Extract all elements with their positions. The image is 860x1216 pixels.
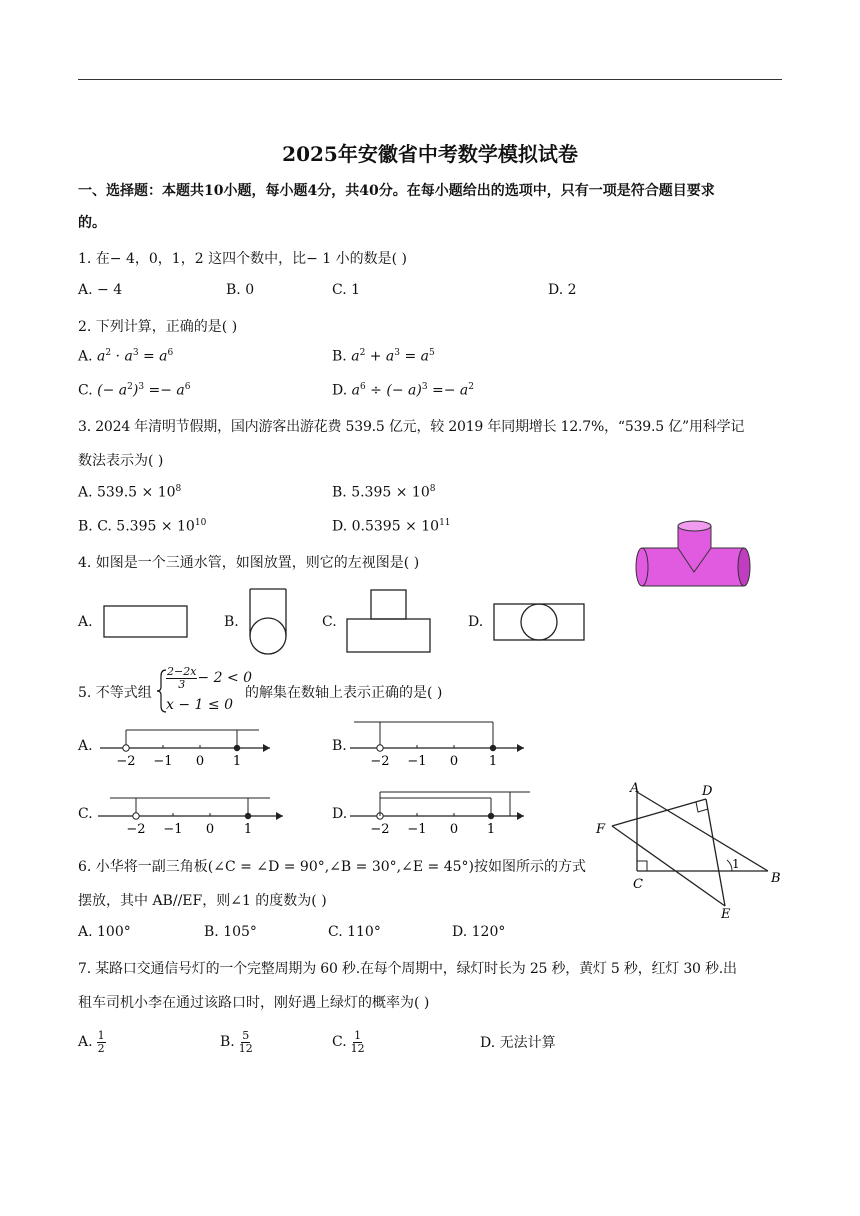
q3-stem-line2: 数法表示为( ) [78, 453, 164, 469]
q5-option-a[interactable]: A. [78, 738, 93, 754]
label-A: A [630, 781, 640, 796]
axis-arrow [517, 744, 524, 752]
q5-number-line-a [98, 718, 278, 774]
q7-stem-line2: 租车司机小李在通过该路口时，刚好遇上绿灯的概率为( ) [78, 995, 430, 1011]
closed-endpoint [245, 813, 251, 819]
q5-option-d[interactable]: D. [332, 806, 348, 822]
q1-stem: 1. 在− 4，0，1，2 这四个数中，比− 1 小的数是( ) [78, 251, 407, 267]
tick-label: −1 [163, 822, 183, 837]
q5-option-c[interactable]: C. [78, 806, 93, 822]
q3-option-c[interactable]: B. C. $5.395 \times 10^{10}$ [78, 518, 207, 535]
axis-arrow [517, 812, 524, 820]
tick-label: 0 [449, 822, 459, 837]
tick-label: 1 [488, 754, 498, 769]
tick-label: −1 [407, 822, 427, 837]
q4-option-a[interactable]: A. [78, 614, 93, 630]
q5-inequality-2: x − 1 ≤ 0 [166, 697, 233, 713]
q5-inequality-1: $\frac{2-2x}{3}$ − 2 < 0 [167, 665, 253, 691]
q7-option-c[interactable]: C. $\frac{1}{12}$ [332, 1029, 365, 1055]
q7-option-a[interactable]: A. $\frac{1}{2}$ [78, 1029, 105, 1055]
tick-label: −2 [370, 822, 390, 837]
tick-label: 0 [195, 754, 205, 769]
tee-pipe-figure [632, 516, 756, 592]
q3-option-d[interactable]: D. $0.5395 \times 10^{11}$ [332, 518, 451, 535]
tick-label: −1 [407, 754, 427, 769]
section-heading-cont: 的。 [78, 215, 106, 231]
q4-shape-c [344, 587, 434, 655]
q6-stem-line1: 6. 小华将一副三角板(∠C = ∠D = 90°,∠B = 30°,∠E = 45°)按如图所示的方式 [78, 859, 586, 875]
closed-endpoint [234, 745, 240, 751]
closed-endpoint [490, 745, 496, 751]
tick-label: 0 [449, 754, 459, 769]
q7-option-b[interactable]: B. $\frac{5}{12}$ [220, 1029, 253, 1055]
q6-option-a[interactable]: A. 100° [78, 924, 131, 940]
q6-option-c[interactable]: C. 110° [328, 924, 381, 940]
tick-label: 1 [243, 822, 253, 837]
q7-option-d[interactable]: D. 无法计算 [480, 1035, 556, 1051]
q1-option-a[interactable]: A. − 4 [78, 282, 123, 298]
axis-arrow [276, 812, 283, 820]
tick-label: 0 [205, 822, 215, 837]
q6-option-b[interactable]: B. 105° [204, 924, 257, 940]
q6-option-d[interactable]: D. 120° [452, 924, 506, 940]
q2-option-a[interactable]: A. $a^2 \cdot a^3 = a^6$ [78, 348, 174, 365]
q3-option-a[interactable]: A. $539.5 \times 10^8$ [78, 484, 182, 501]
q5-stem-suffix: 的解集在数轴上表示正确的是( ) [245, 685, 443, 701]
q7-stem-line1: 7. 某路口交通信号灯的一个完整周期为 60 秒.在每个周期中，绿灯时长为 25 秒，黄灯 5 秒，红灯 30 秒.出 [78, 961, 737, 977]
q5-number-line-d [350, 786, 530, 842]
label-D: D [702, 784, 713, 799]
q1-option-c[interactable]: C. 1 [332, 282, 361, 298]
q4-option-b[interactable]: B. [224, 614, 239, 630]
q4-stem: 4. 如图是一个三通水管，如图放置，则它的左视图是( ) [78, 555, 420, 571]
q3-stem-line1: 3. 2024 年清明节假期，国内游客出游花费 539.5 亿元，较 2019 年同期增长 12.7%，“539.5 亿”用科学记 [78, 419, 745, 435]
open-endpoint [133, 813, 139, 819]
closed-endpoint [488, 813, 494, 819]
section-heading: 一、选择题：本题共10小题，每小题4分，共40分。在每小题给出的选项中，只有一项是符合题目要求 [78, 183, 715, 199]
q4-shape-d [491, 601, 587, 643]
q1-option-b[interactable]: B. 0 [226, 282, 255, 298]
q2-option-d[interactable]: D. $a^6$ ÷ (− $a)^3 =- a^2$ [332, 382, 475, 399]
page-title: 2025年安徽省中考数学模拟试卷 [282, 142, 578, 166]
tick-label: −2 [126, 822, 146, 837]
q5-number-line-c [98, 786, 288, 842]
open-endpoint [123, 745, 129, 751]
q5-option-b[interactable]: B. [332, 738, 347, 754]
tick-label: −2 [116, 754, 136, 769]
label-F: F [596, 822, 606, 837]
open-endpoint [377, 745, 383, 751]
tick-label: −1 [153, 754, 173, 769]
header-rule [78, 79, 782, 80]
q6-stem-line2: 摆放，其中 AB//EF，则∠1 的度数为( ) [78, 893, 327, 909]
axis-arrow [263, 744, 270, 752]
q5-stem-prefix: 5. 不等式组 [78, 685, 152, 701]
tick-label: 1 [232, 754, 242, 769]
triangle-figure [590, 778, 790, 920]
q4-shape-a [102, 604, 190, 640]
q5-number-line-b [350, 718, 530, 774]
q1-option-d[interactable]: D. 2 [548, 282, 577, 298]
q2-stem: 2. 下列计算，正确的是( ) [78, 319, 238, 335]
q4-option-d[interactable]: D. [468, 614, 484, 630]
q3-option-b[interactable]: B. $5.395 \times 10^8$ [332, 484, 436, 501]
q4-option-c[interactable]: C. [322, 614, 337, 630]
label-C: C [633, 877, 643, 892]
tick-label: 1 [486, 822, 496, 837]
q2-option-b[interactable]: B. $a^2 + a^3 = a^5$ [332, 348, 435, 365]
q4-shape-b [246, 586, 290, 658]
label-B: B [771, 871, 781, 886]
label-angle-1: 1 [732, 857, 740, 871]
label-E: E [721, 907, 731, 920]
q2-option-c[interactable]: C. (− $a^2)^3 =- a^6$ [78, 382, 191, 399]
tick-label: −2 [370, 754, 390, 769]
